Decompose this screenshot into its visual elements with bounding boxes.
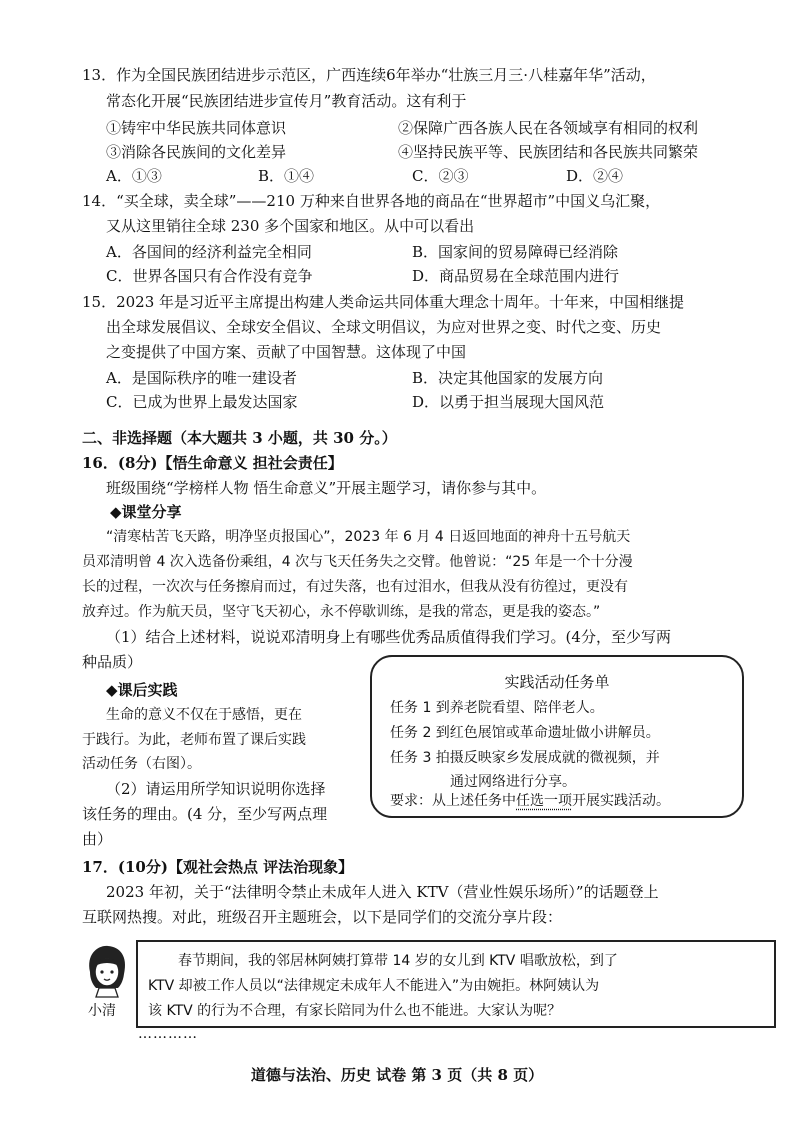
q16-share-line3: 长的过程，一次次与任务擦肩而过，有过失落，也有过泪水，但我从没有彷徨过，更没有 [82,579,628,595]
student-dialog-box [136,940,776,1028]
q13-stem-line2: 常态化开展“民族团结进步宣传月”教育活动。这有利于 [106,92,467,110]
q13-option-d: D．②④ [566,167,624,185]
q15-stem-line1: 15．2023 年是习近平主席提出构建人类命运共同体重大理念十周年。十年来，中国相继提 [82,293,685,311]
speaker-name: 小清 [88,1003,116,1019]
task-requirement [390,788,670,814]
q16-share-line1: “清寒枯苦飞天路，明净坚贞报国心”，2023 年 6 月 4 日返回地面的神舟十五号航天 [106,529,631,545]
q16-practice-line3: 活动任务（右图）。 [82,756,201,772]
q17-heading: 17．(10分)【观社会热点 评法治现象】 [82,858,354,876]
girl-avatar-icon [82,942,132,998]
q16-heading: 16．(8分)【悟生命意义 担社会责任】 [82,454,343,472]
q16-practice-title: ◆课后实践 [106,681,178,699]
q16-share-line4: 放弃过。作为航天员，坚守飞天初心，永不停歇训练，是我的常态，更是我的姿态。” [82,604,601,620]
q16-sub2-line3: 由） [82,830,113,848]
q13-statement-3: ③消除各民族间的文化差异 [106,143,287,161]
q13-option-a: A．①③ [106,167,162,185]
task-1: 任务 1 到养老院看望、陪伴老人。 [390,700,604,716]
q15-option-a: A．是国际秩序的唯一建设者 [106,369,297,387]
task-sheet-title: 实践活动任务单 [504,673,610,691]
dialog-ellipsis: ………… [138,1026,198,1042]
q15-option-d: D．以勇于担当展现大国风范 [412,393,605,411]
task-3-line2: 通过网络进行分享。 [450,774,576,790]
q13-statement-1: ①铸牢中华民族共同体意识 [106,119,287,137]
q13-option-b: B．①④ [258,167,315,185]
q16-practice-line2: 于践行。为此，老师布置了课后实践 [82,732,306,748]
q17-line1: 2023 年初，关于“法律明令禁止未成年人进入 KTV（营业性娱乐场所）”的话题登上 [106,883,659,901]
q16-intro: 班级围绕“学榜样人物 悟生命意义”开展主题学习，请你参与其中。 [106,479,547,497]
q14-option-b: B．国家间的贸易障碍已经消除 [412,243,619,261]
task-3-line1: 任务 3 拍摄反映家乡发展成就的微视频，并 [390,750,660,766]
task-requirement-suffix: 开展实践活动。 [572,793,670,809]
q16-sub2-line1: （2）请运用所学知识说明你选择 [106,780,326,798]
q15-stem-line2: 出全球发展倡议、全球安全倡议、全球文明倡议，为应对世界之变、时代之变、历史 [106,318,662,336]
q15-stem-line3: 之变提供了中国方案、贡献了中国智慧。这体现了中国 [106,343,467,361]
dialog-line3: 该 KTV 的行为不合理，有家长陪同为什么也不能进。大家认为呢？ [148,1003,562,1019]
q16-sub2-line2: 该任务的理由。(4 分，至少写两点理 [82,805,328,823]
q16-share-title: ◆课堂分享 [110,503,182,521]
dialog-line1: 春节期间，我的邻居林阿姨打算带 14 岁的女儿到 KTV 唱歌放松，到了 [178,953,618,969]
dialog-line2: KTV 却被工作人员以“法律规定未成年人不能进入”为由婉拒。林阿姨认为 [148,978,600,994]
page-footer: 道德与法治、历史 试卷 第 3 页（共 8 页） [250,1066,544,1084]
q14-stem-line2: 又从这里销往全球 230 多个国家和地区。从中可以看出 [106,217,475,235]
section-title: 二、非选择题（本大题共 3 小题，共 30 分。） [82,429,397,447]
q17-line2: 互联网热搜。对此，班级召开主题班会，以下是同学们的交流分享片段： [82,908,563,926]
q13-statement-4: ④坚持民族平等、民族团结和各民族共同繁荣 [398,143,699,161]
practice-task-sheet [370,655,744,818]
q16-sub1-line1: （1）结合上述材料，说说邓清明身上有哪些优秀品质值得我们学习。(4分，至少写两 [106,628,671,646]
q14-option-d: D．商品贸易在全球范围内进行 [412,267,620,285]
q14-stem-line1: 14．“买全球，卖全球”——210 万种来自世界各地的商品在“世界超市”中国义乌汇聚， [82,192,661,210]
task-requirement-emphasis: 任选一项 [516,793,572,809]
q16-practice-line1: 生命的意义不仅在于感悟，更在 [106,707,302,723]
q16-share-line2: 员邓清明曾 4 次入选备份乘组，4 次与飞天任务失之交臂。他曾说：“25 年是一个十分漫 [82,554,633,570]
q15-option-b: B．决定其他国家的发展方向 [412,369,604,387]
q15-option-c: C．已成为世界上最发达国家 [106,393,298,411]
q13-statement-2: ②保障广西各族人民在各领域享有相同的权利 [398,119,699,137]
q14-option-a: A．各国间的经济利益完全相同 [106,243,312,261]
task-requirement-prefix: 要求：从上述任务中 [390,793,516,809]
q13-stem-line1: 13．作为全国民族团结进步示范区，广西连续6年举办“壮族三月三·八桂嘉年华”活动， [82,66,656,84]
q14-option-c: C．世界各国只有合作没有竞争 [106,267,313,285]
task-2: 任务 2 到红色展馆或革命遗址做小讲解员。 [390,725,660,741]
q13-option-c: C．②③ [412,167,469,185]
q16-sub1-line2: 种品质） [82,653,143,671]
